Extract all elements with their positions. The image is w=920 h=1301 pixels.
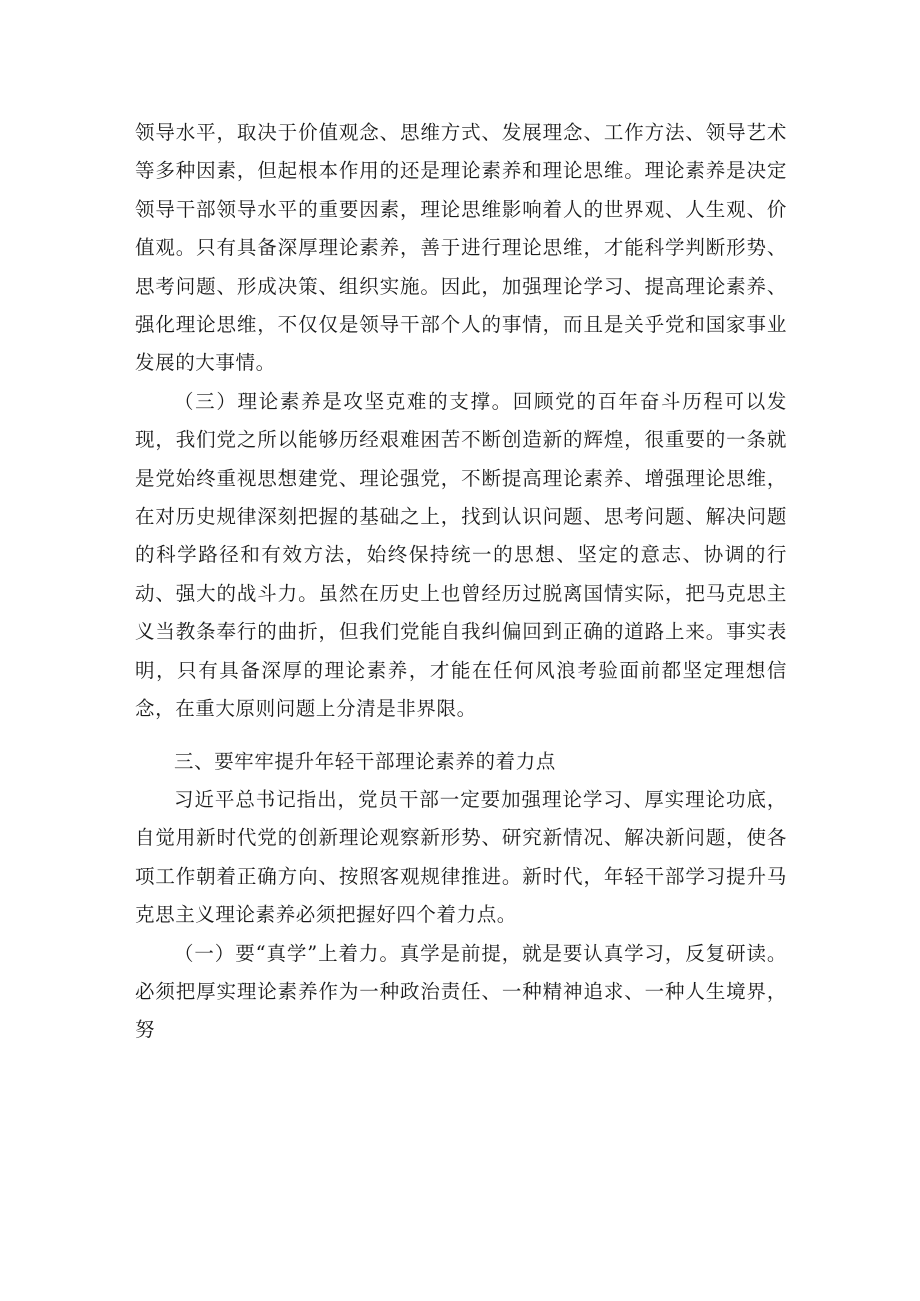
paragraph-section-three: （三）理论素养是攻坚克难的支撑。回顾党的百年奋斗历程可以发现，我们党之所以能够历经艰难困苦不断创造新的辉煌，很重要的一条就是党始终重视思想建党、理论强党，不断提高理论素养、增强理论思维，在对历史规律深刻把握的基础之上，找到认识问题、思考问题、解决问题的科学路径和有效方法，始终保持统一的思想、坚定的意志、协调的行动、强大的战斗力。虽然在历史上也曾经历过脱离国情实际，把马克思主义当教条奉行的曲折，但我们党能自我纠偏回到正确的道路上来。事实表明，只有具备深厚的理论素养，才能在任何风浪考验面前都坚定理想信念，在重大原则问题上分清是非界限。 <box>135 389 787 721</box>
paragraph-subsection-one: （一）要“真学”上着力。真学是前提，就是要认真学习，反复研读。必须把厚实理论素养作为一种政治责任、一种精神追求、一种人生境界，努 <box>135 941 787 1042</box>
paragraph-quote: 习近平总书记指出，党员干部一定要加强理论学习、厚实理论功底，自觉用新时代党的创新理论观察新形势、研究新情况、解决新问题，使各项工作朝着正确方向、按照客观规律推进。新时代，年轻干部学习提升马克思主义理论素养必须把握好四个着力点。 <box>135 787 787 927</box>
section-heading: 三、要牢牢提升年轻干部理论素养的着力点 <box>174 749 556 773</box>
paragraph-continuation: 领导水平，取决于价值观念、思维方式、发展理念、工作方法、领导艺术等多种因素，但起根本作用的还是理论素养和理论思维。理论素养是决定领导干部领导水平的重要因素，理论思维影响着人的世界观、人生观、价值观。只有具备深厚理论素养，善于进行理论思维，才能科学判断形势、思考问题、形成决策、组织实施。因此，加强理论学习、提高理论素养、强化理论思维，不仅仅是领导干部个人的事情，而且是关乎党和国家事业发展的大事情。 <box>135 121 787 375</box>
body-text <box>135 114 787 1050</box>
